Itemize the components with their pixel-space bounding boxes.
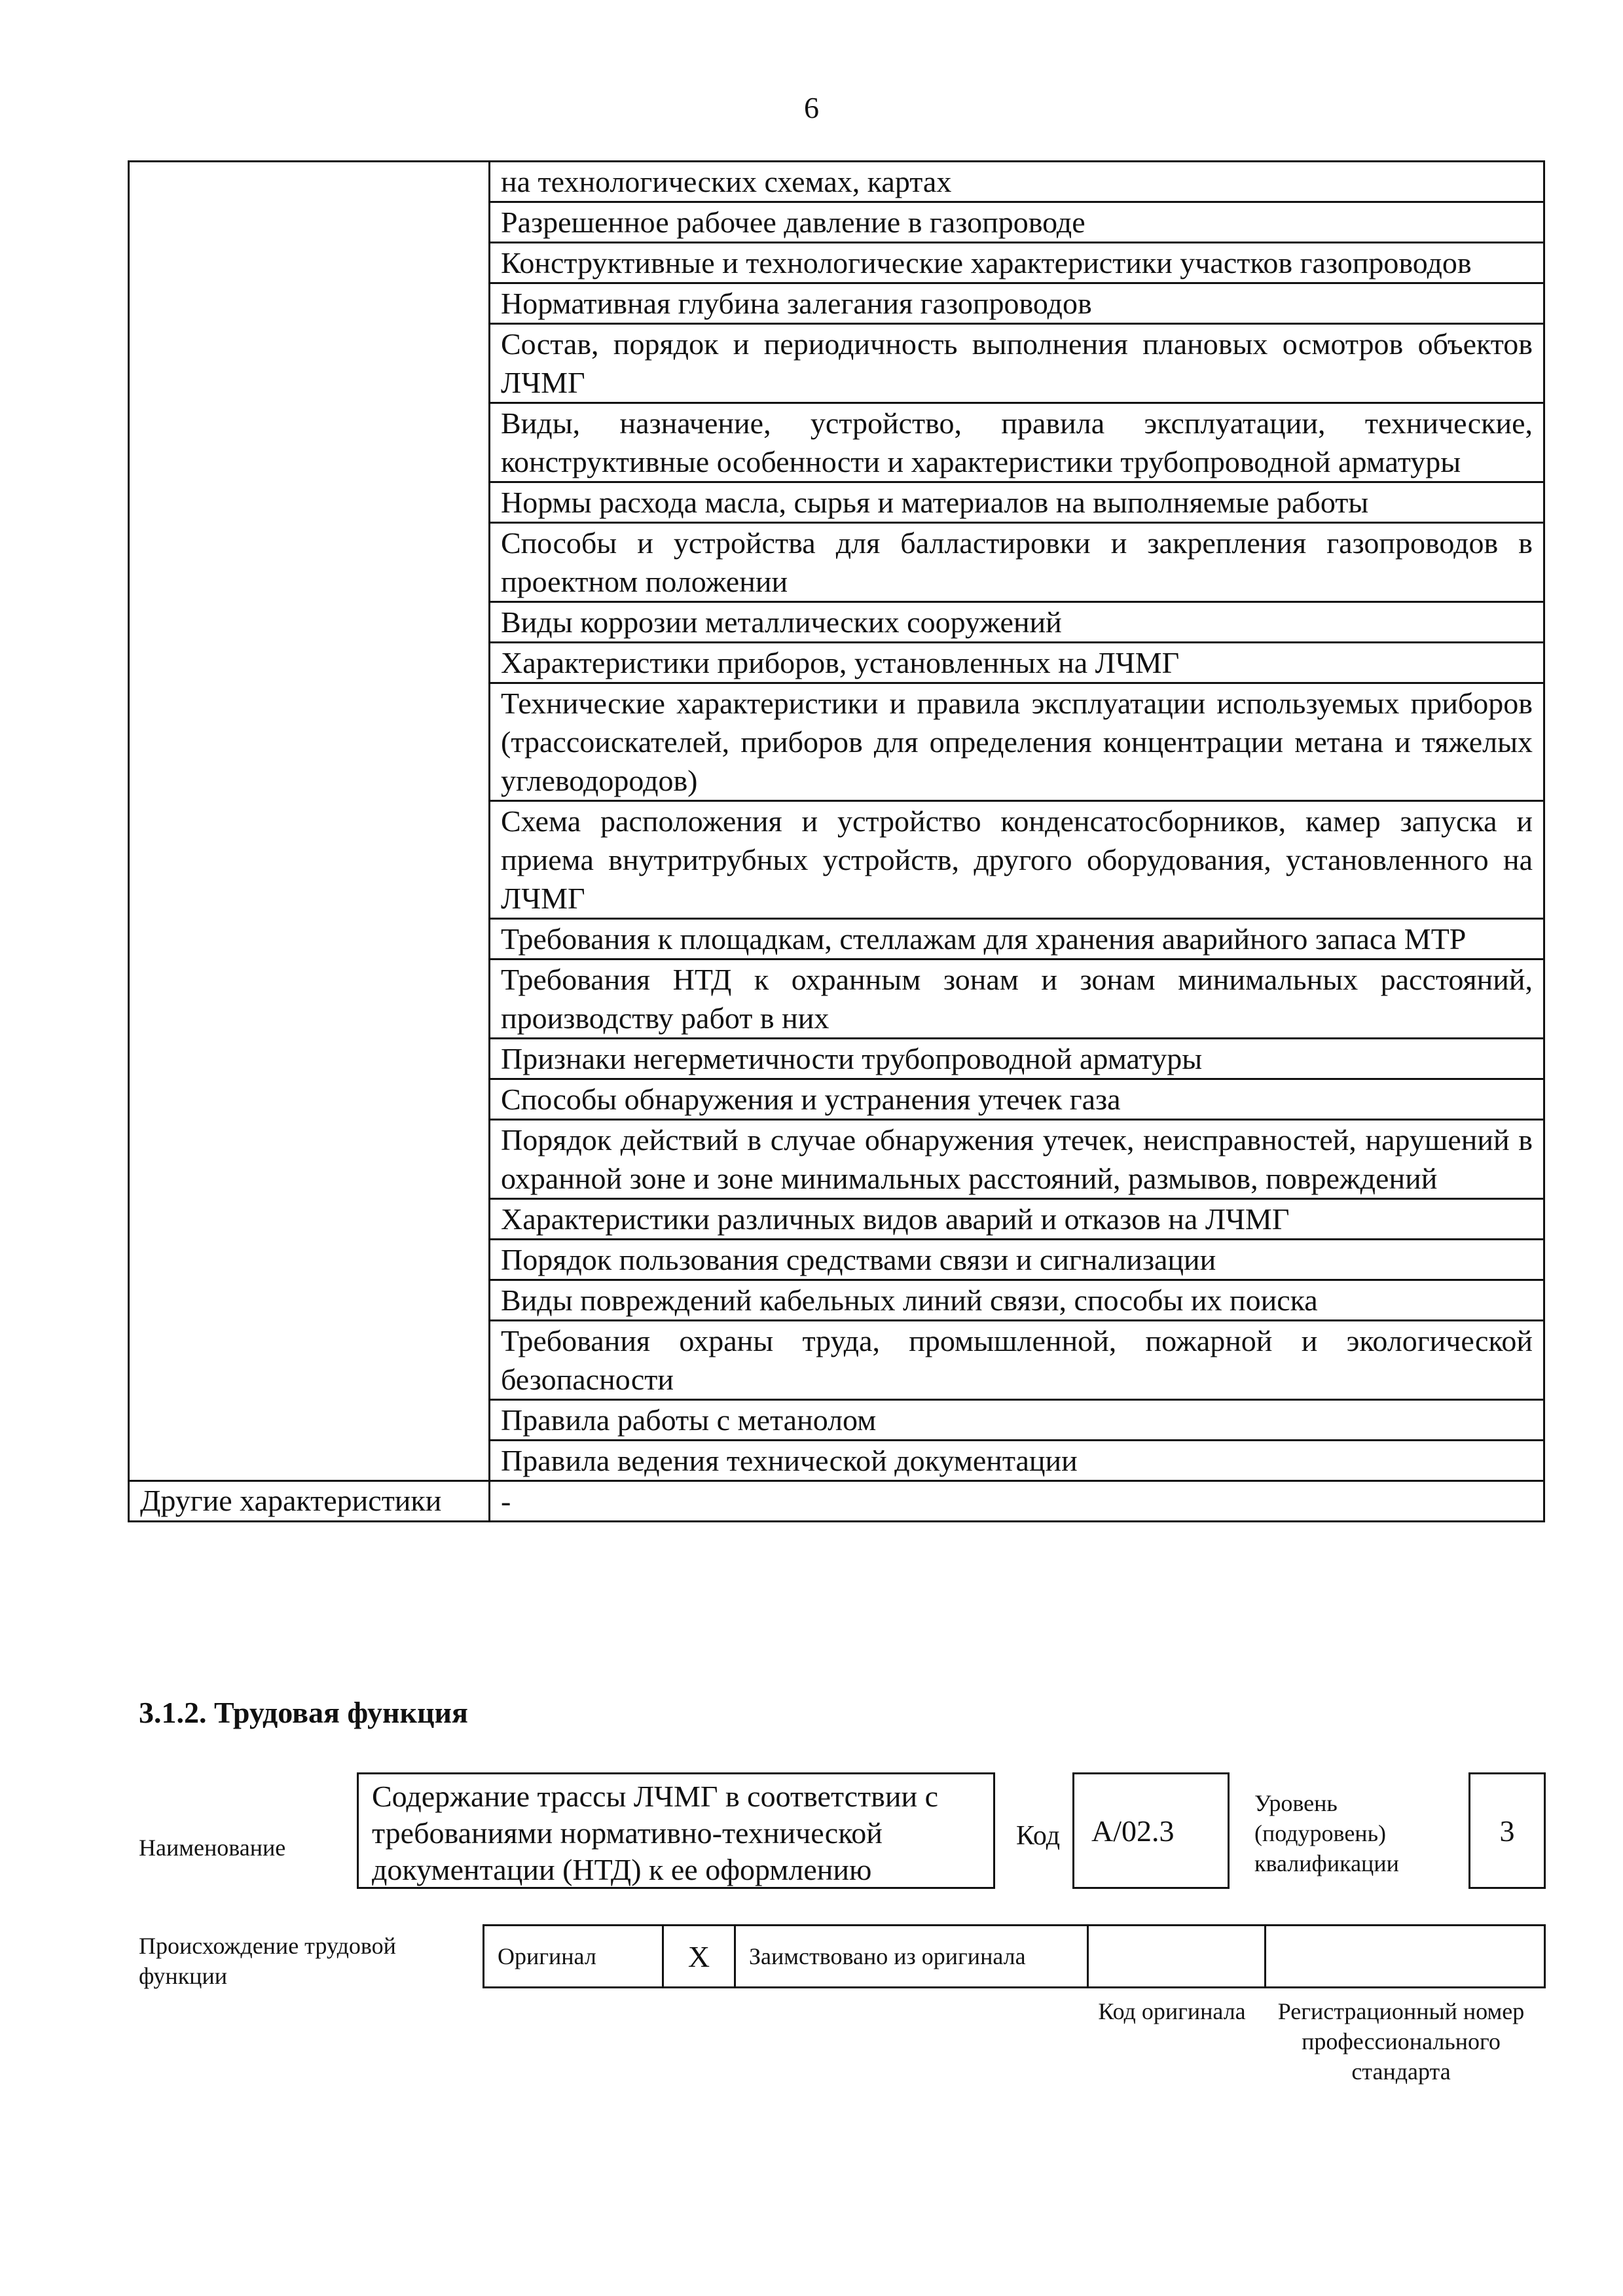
function-level-box: 3 [1468, 1772, 1546, 1889]
empty-category-cell [129, 162, 490, 1481]
knowledge-item: Виды коррозии металлических сооружений [490, 602, 1544, 643]
function-name-box: Содержание трассы ЛЧМГ в соответствии с требованиями нормативно-технической документации (НТД) к ее оформлению [357, 1772, 995, 1889]
knowledge-item: Способы обнаружения и устранения утечек газа [490, 1079, 1544, 1120]
code-label: Код [1016, 1821, 1061, 1851]
page-number: 6 [804, 91, 819, 124]
knowledge-item: Схема расположения и устройство конденсатосборников, камер запуска и приема внутритрубных устройств, другого оборудования, установленного на ЛЧМГ [490, 801, 1544, 919]
knowledge-item: Характеристики различных видов аварий и отказов на ЛЧМГ [490, 1199, 1544, 1240]
borrowed-label-cell: Заимствовано из оригинала [735, 1926, 1088, 1988]
original-code-cell [1088, 1926, 1266, 1988]
knowledge-item: Нормативная глубина залегания газопроводов [490, 283, 1544, 324]
origin-label: Происхождение трудовой функции [139, 1933, 396, 1989]
original-mark-cell: X [663, 1926, 735, 1988]
section-heading: 3.1.2. Трудовая функция [139, 1696, 468, 1729]
table-row [129, 162, 1544, 202]
knowledge-item: Состав, порядок и периодичность выполнения плановых осмотров объектов ЛЧМГ [490, 324, 1544, 403]
name-label: Наименование [139, 1835, 286, 1861]
level-label: Уровень (подуровень) квалификации [1254, 1790, 1399, 1876]
knowledge-item: Технические характеристики и правила эксплуатации используемых приборов (трассоискателей, приборов для определения концентрации метана и тяжелых углеводородов) [490, 683, 1544, 801]
knowledge-item: Порядок действий в случае обнаружения утечек, неисправностей, нарушений в охранной зоне и зоне минимальных расстояний, размывов, повреждений [490, 1120, 1544, 1199]
knowledge-item: на технологических схемах, картах [490, 162, 1544, 202]
reg-caption: Регистрационный номер профессионального стандарта [1277, 1998, 1525, 2085]
knowledge-item: Конструктивные и технологические характеристики участков газопроводов [490, 243, 1544, 283]
function-code-box: А/02.3 [1072, 1772, 1230, 1889]
knowledge-item: Правила ведения технической документации [490, 1441, 1544, 1481]
knowledge-item: Требования НТД к охранным зонам и зонам минимальных расстояний, производству работ в них [490, 960, 1544, 1039]
knowledge-item: Требования к площадкам, стеллажам для хранения аварийного запаса МТР [490, 919, 1544, 960]
original-label-cell: Оригинал [484, 1926, 663, 1988]
knowledge-item: Способы и устройства для балластировки и закрепления газопроводов в проектном положении [490, 523, 1544, 602]
knowledge-item: Разрешенное рабочее давление в газопроводе [490, 202, 1544, 243]
knowledge-item: Требования охраны труда, промышленной, пожарной и экологической безопасности [490, 1321, 1544, 1400]
knowledge-item: Виды повреждений кабельных линий связи, способы их поиска [490, 1280, 1544, 1321]
other-characteristics-value: - [490, 1481, 1544, 1522]
reg-number-cell [1266, 1926, 1545, 1988]
knowledge-table [128, 160, 1545, 1522]
other-characteristics-label: Другие характеристики [129, 1481, 490, 1522]
knowledge-item: Нормы расхода масла, сырья и материалов на выполняемые работы [490, 482, 1544, 523]
knowledge-item: Порядок пользования средствами связи и сигнализации [490, 1240, 1544, 1280]
knowledge-item: Характеристики приборов, установленных на ЛЧМГ [490, 643, 1544, 683]
knowledge-item: Правила работы с метанолом [490, 1400, 1544, 1441]
table-row [129, 1481, 1544, 1522]
knowledge-item: Признаки негерметичности трубопроводной арматуры [490, 1039, 1544, 1079]
code-caption: Код оригинала [1098, 1998, 1246, 2024]
knowledge-item: Виды, назначение, устройство, правила эксплуатации, технические, конструктивные особенности и характеристики трубопроводной арматуры [490, 403, 1544, 482]
origin-table [483, 1924, 1546, 1988]
